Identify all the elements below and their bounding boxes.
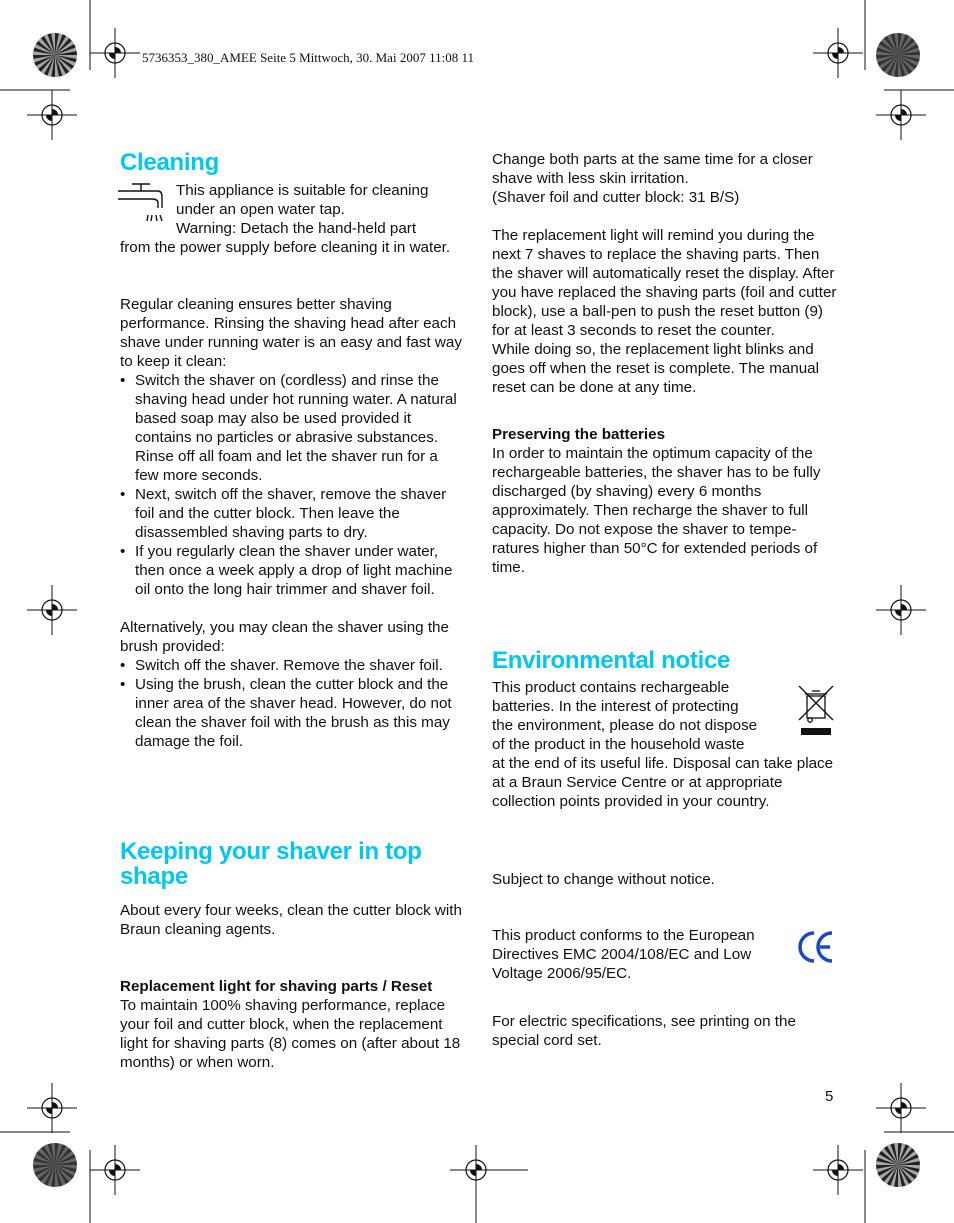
part-number: (Shaver foil and cutter block: 31 B/S) [492,189,740,206]
cleaning-intro-1: This appliance is suitable for cleaning [176,182,429,199]
list-item: • Switch off the shaver. Remove the shaver foil. [120,656,465,675]
conformity-section [492,926,787,983]
keeping-text: About every four weeks, clean the cutter block with Braun cleaning agents. [120,902,462,938]
cleaning-intro-3: Warning: Detach the hand-held part [176,220,417,237]
cleaning-intro-4: from the power supply before cleaning it in water. [120,239,451,256]
replacement-heading: Replacement light for shaving parts / Reset [120,978,433,995]
env-line: batteries. In the interest of protecting [492,698,739,715]
keeping-heading: Keeping your shaver in top shape [120,838,422,890]
replacement-text: To maintain 100% shaving performance, replace your foil and cutter block, when the replacement light for shaving parts (8) comes on (after about 18 months) or when worn. [120,997,461,1071]
batteries-text: In order to maintain the optimum capacity of the rechargeable batteries, the shaver has to be fully discharged (by shaving) every 6 months approximately. Then recharge the shaver to full capacity. Do not expose the shaver to tempe-ratures higher than 50°C for extended periods of time. [492,445,821,576]
right-column [492,150,837,577]
list-item: • If you regularly clean the shaver under water, then once a week apply a drop of light machine oil onto the long hair trimmer and shaver foil. [120,542,465,599]
environment-section [492,648,837,811]
print-slug: 5736353_380_AMEE Seite 5 Mittwoch, 30. Mai 2007 11:08 11 [142,50,474,65]
batteries-heading: Preserving the batteries [492,426,666,443]
ce-mark-icon [796,929,836,965]
environment-heading: Environmental notice [492,647,731,674]
crossed-out-wheelie-bin-icon [797,684,837,738]
cleaning-intro-2: under an open water tap. [176,201,345,218]
env-line: the environment, please do not dispose [492,717,758,734]
conformity-text: This product conforms to the European Directives EMC 2004/108/EC and Low Voltage 2006/95/EC. [492,927,755,982]
water-tap-icon [118,181,166,227]
remind-text: The replacement light will remind you during the next 7 shaves to replace the shaving parts. Then the shaver will automatically reset the display. After you have replaced the shaving parts (foil and cutter block), use a ball-pen to push the reset button (9) for at least 3 seconds to reset the counter. [492,227,837,339]
cleaning-heading: Cleaning [120,149,219,176]
left-column-lower [120,839,465,1072]
subject-section [492,870,837,889]
left-column [120,150,465,751]
env-rest-text: at the end of its useful life. Disposal can take place at a Braun Service Centre or at appropriate collection points provided in your country. [492,755,834,810]
alternative-text: Alternatively, you may clean the shaver using the brush provided: [120,619,449,655]
electric-section [492,1012,837,1050]
list-item: • Switch the shaver on (cordless) and rinse the shaving head under hot running water. A natural based soap may also be used provided it contains no particles or abrasive substances. Rinse off all foam and let the shaver run for a few more seconds. [120,371,465,485]
subject-to-change: Subject to change without notice. [492,871,715,888]
blinks-text: While doing so, the replacement light blinks and goes off when the reset is complete. The manual reset can be done at any time. [492,341,820,396]
regular-cleaning-text: Regular cleaning ensures better shaving performance. Rinsing the shaving head after each shave under running water is an easy and fast way to keep it clean: [120,296,462,370]
list-item: • Using the brush, clean the cutter block and the inner area of the shaver head. However, do not clean the shaver foil with the brush as this may damage the foil. [120,675,465,751]
page-number: 5 [825,1088,834,1105]
env-line: This product contains rechargeable [492,679,730,696]
list-item: • Next, switch off the shaver, remove the shaver foil and the cutter block. Then leave the disassembled shaving parts to dry. [120,485,465,542]
change-both-text: Change both parts at the same time for a closer shave with less skin irritation. [492,151,813,187]
electric-spec-text: For electric specifications, see printing on the special cord set. [492,1013,796,1049]
env-line: of the product in the household waste [492,736,745,753]
